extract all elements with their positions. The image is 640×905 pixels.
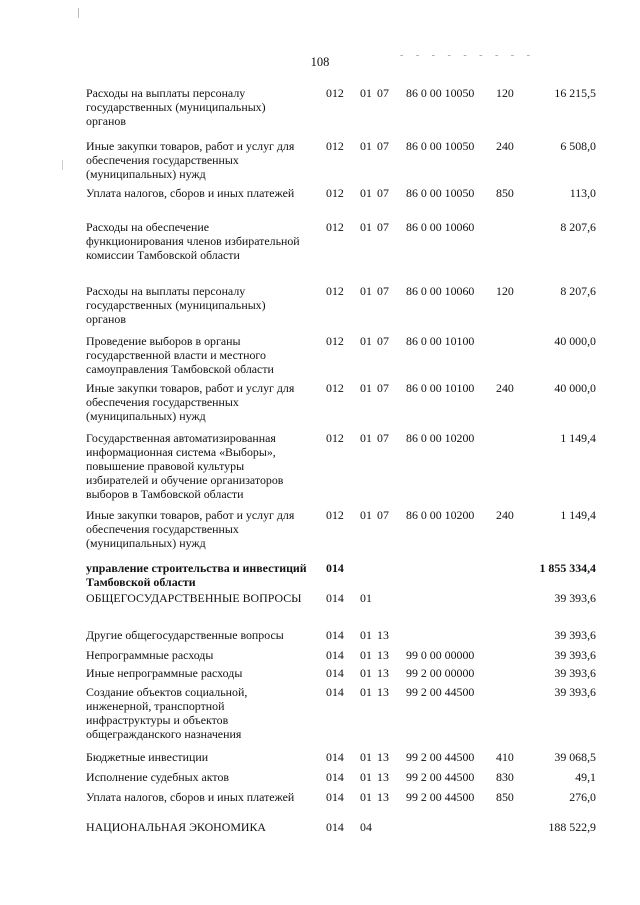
- scan-artifact: [62, 160, 63, 170]
- row-admin: 012: [326, 284, 344, 298]
- row-sum: 40 000,0: [554, 381, 596, 395]
- row-rz: 01: [360, 628, 372, 642]
- row-pr: 13: [377, 770, 389, 784]
- row-pr: 13: [377, 685, 389, 699]
- table-row: [86, 685, 600, 741]
- row-rz: 01: [360, 648, 372, 662]
- row-vr: 240: [496, 508, 514, 522]
- row-pr: 07: [377, 431, 389, 445]
- row-name: Проведение выборов в органы государственной власти и местного самоуправления Тамбовской области: [86, 334, 274, 376]
- row-name: Государственная автоматизированная информационная система «Выборы», повышение правовой культуры избирателей и обучение организаторов выборов в Тамбовской области: [86, 431, 284, 501]
- row-rz: 01: [360, 508, 372, 522]
- row-pr: 13: [377, 648, 389, 662]
- row-rz: 01: [360, 186, 372, 200]
- row-name: Расходы на обеспечение функционирования членов избирательной комиссии Тамбовской области: [86, 220, 300, 262]
- table-row: [86, 820, 600, 834]
- table-row: [86, 790, 600, 804]
- row-rz: 01: [360, 86, 372, 100]
- row-name: Иные закупки товаров, работ и услуг для обеспечения государственных (муниципальных) нужд: [86, 139, 295, 181]
- row-name: Непрограммные расходы: [86, 648, 214, 662]
- row-rz: 04: [360, 820, 372, 834]
- row-admin: 014: [326, 685, 344, 699]
- row-pr: 07: [377, 86, 389, 100]
- row-csr: 99 0 00 00000: [406, 648, 475, 662]
- row-sum: 8 207,6: [560, 284, 596, 298]
- row-admin: 012: [326, 508, 344, 522]
- row-vr: 120: [496, 86, 514, 100]
- row-pr: 13: [377, 750, 389, 764]
- row-name: Создание объектов социальной, инженерной, транспортной инфраструктуры и объектов общегражданского назначения: [86, 685, 248, 741]
- table-row: [86, 284, 600, 326]
- row-admin: 012: [326, 186, 344, 200]
- row-name: Иные закупки товаров, работ и услуг для обеспечения государственных (муниципальных) нужд: [86, 381, 295, 423]
- row-csr: 86 0 00 10200: [406, 508, 475, 522]
- row-name: Расходы на выплаты персоналу государственных (муниципальных) органов: [86, 86, 266, 128]
- row-sum: 49,1: [575, 770, 596, 784]
- table-row: [86, 561, 600, 589]
- row-admin: 014: [326, 628, 344, 642]
- row-pr: 07: [377, 508, 389, 522]
- row-rz: 01: [360, 685, 372, 699]
- row-sum: 276,0: [569, 790, 596, 804]
- row-admin: 014: [326, 750, 344, 764]
- row-admin: 012: [326, 86, 344, 100]
- row-sum: 16 215,5: [554, 86, 596, 100]
- row-csr: 99 2 00 44500: [406, 770, 475, 784]
- table-row: [86, 648, 600, 662]
- row-vr: 850: [496, 790, 514, 804]
- row-csr: 86 0 00 10100: [406, 381, 475, 395]
- row-admin: 014: [326, 770, 344, 784]
- row-sum: 39 393,6: [554, 685, 596, 699]
- row-sum: 1 149,4: [560, 508, 596, 522]
- row-sum: 1 149,4: [560, 431, 596, 445]
- row-csr: 99 2 00 44500: [406, 685, 475, 699]
- row-rz: 01: [360, 750, 372, 764]
- row-admin: 012: [326, 139, 344, 153]
- row-vr: 240: [496, 139, 514, 153]
- row-sum: 39 393,6: [554, 648, 596, 662]
- row-vr: 410: [496, 750, 514, 764]
- table-row: [86, 186, 600, 200]
- row-sum: 113,0: [569, 186, 596, 200]
- row-pr: 07: [377, 139, 389, 153]
- row-admin: 014: [326, 591, 344, 605]
- row-admin: 012: [326, 334, 344, 348]
- row-admin: 012: [326, 220, 344, 234]
- row-rz: 01: [360, 431, 372, 445]
- row-csr: 86 0 00 10050: [406, 86, 475, 100]
- row-csr: 86 0 00 10050: [406, 186, 475, 200]
- row-rz: 01: [360, 381, 372, 395]
- row-csr: 86 0 00 10050: [406, 139, 475, 153]
- table-row: [86, 591, 600, 605]
- row-rz: 01: [360, 591, 372, 605]
- row-vr: 830: [496, 770, 514, 784]
- row-pr: 13: [377, 666, 389, 680]
- row-admin: 014: [326, 561, 344, 575]
- table-row: [86, 628, 600, 642]
- table-row: [86, 508, 600, 550]
- row-name: Расходы на выплаты персоналу государственных (муниципальных) органов: [86, 284, 266, 326]
- row-rz: 01: [360, 770, 372, 784]
- row-admin: 012: [326, 431, 344, 445]
- page-number: 108: [310, 55, 330, 69]
- table-row: [86, 139, 600, 181]
- row-sum: 39 393,6: [554, 666, 596, 680]
- table-row: [86, 381, 600, 423]
- row-csr: 86 0 00 10200: [406, 431, 475, 445]
- row-name: Уплата налогов, сборов и иных платежей: [86, 186, 295, 200]
- row-sum: 8 207,6: [560, 220, 596, 234]
- row-vr: 120: [496, 284, 514, 298]
- row-csr: 86 0 00 10100: [406, 334, 475, 348]
- row-csr: 99 2 00 44500: [406, 790, 475, 804]
- row-admin: 012: [326, 381, 344, 395]
- row-name: Другие общегосударственные вопросы: [86, 628, 284, 642]
- table-row: [86, 666, 600, 680]
- row-name: Иные закупки товаров, работ и услуг для обеспечения государственных (муниципальных) нужд: [86, 508, 295, 550]
- row-name: Бюджетные инвестиции: [86, 750, 209, 764]
- row-rz: 01: [360, 284, 372, 298]
- row-sum: 39 068,5: [554, 750, 596, 764]
- row-rz: 01: [360, 139, 372, 153]
- row-vr: 850: [496, 186, 514, 200]
- row-sum: 1 855 334,4: [539, 561, 596, 575]
- table-row: [86, 220, 600, 262]
- row-rz: 01: [360, 790, 372, 804]
- row-name: Уплата налогов, сборов и иных платежей: [86, 790, 295, 804]
- row-pr: 07: [377, 381, 389, 395]
- row-name: ОБЩЕГОСУДАРСТВЕННЫЕ ВОПРОСЫ: [86, 591, 302, 605]
- row-pr: 07: [377, 186, 389, 200]
- row-csr: 99 2 00 00000: [406, 666, 475, 680]
- row-pr: 07: [377, 284, 389, 298]
- row-rz: 01: [360, 334, 372, 348]
- row-pr: 13: [377, 628, 389, 642]
- row-name: Исполнение судебных актов: [86, 770, 230, 784]
- row-name: НАЦИОНАЛЬНАЯ ЭКОНОМИКА: [86, 820, 267, 834]
- row-rz: 01: [360, 220, 372, 234]
- row-admin: 014: [326, 648, 344, 662]
- row-csr: 99 2 00 44500: [406, 750, 475, 764]
- table-row: [86, 334, 600, 376]
- table-row: [86, 750, 600, 764]
- row-sum: 188 522,9: [548, 820, 596, 834]
- row-admin: 014: [326, 820, 344, 834]
- row-sum: 40 000,0: [554, 334, 596, 348]
- scan-artifact: [78, 8, 79, 18]
- row-sum: 6 508,0: [560, 139, 596, 153]
- row-name: Иные непрограммные расходы: [86, 666, 243, 680]
- row-admin: 014: [326, 790, 344, 804]
- row-csr: 86 0 00 10060: [406, 284, 475, 298]
- scan-artifact: ‐ ‐ ‐ ‐ ‐ ‐ ‐ ‐ ‐: [400, 50, 535, 61]
- row-pr: 07: [377, 334, 389, 348]
- table-row: [86, 431, 600, 501]
- row-admin: 014: [326, 666, 344, 680]
- row-pr: 07: [377, 220, 389, 234]
- table-row: [86, 770, 600, 784]
- row-name: управление строительства и инвестиций Тамбовской области: [86, 561, 307, 589]
- row-csr: 86 0 00 10060: [406, 220, 475, 234]
- row-rz: 01: [360, 666, 372, 680]
- row-vr: 240: [496, 381, 514, 395]
- row-sum: 39 393,6: [554, 591, 596, 605]
- table-row: [86, 86, 600, 128]
- row-sum: 39 393,6: [554, 628, 596, 642]
- row-pr: 13: [377, 790, 389, 804]
